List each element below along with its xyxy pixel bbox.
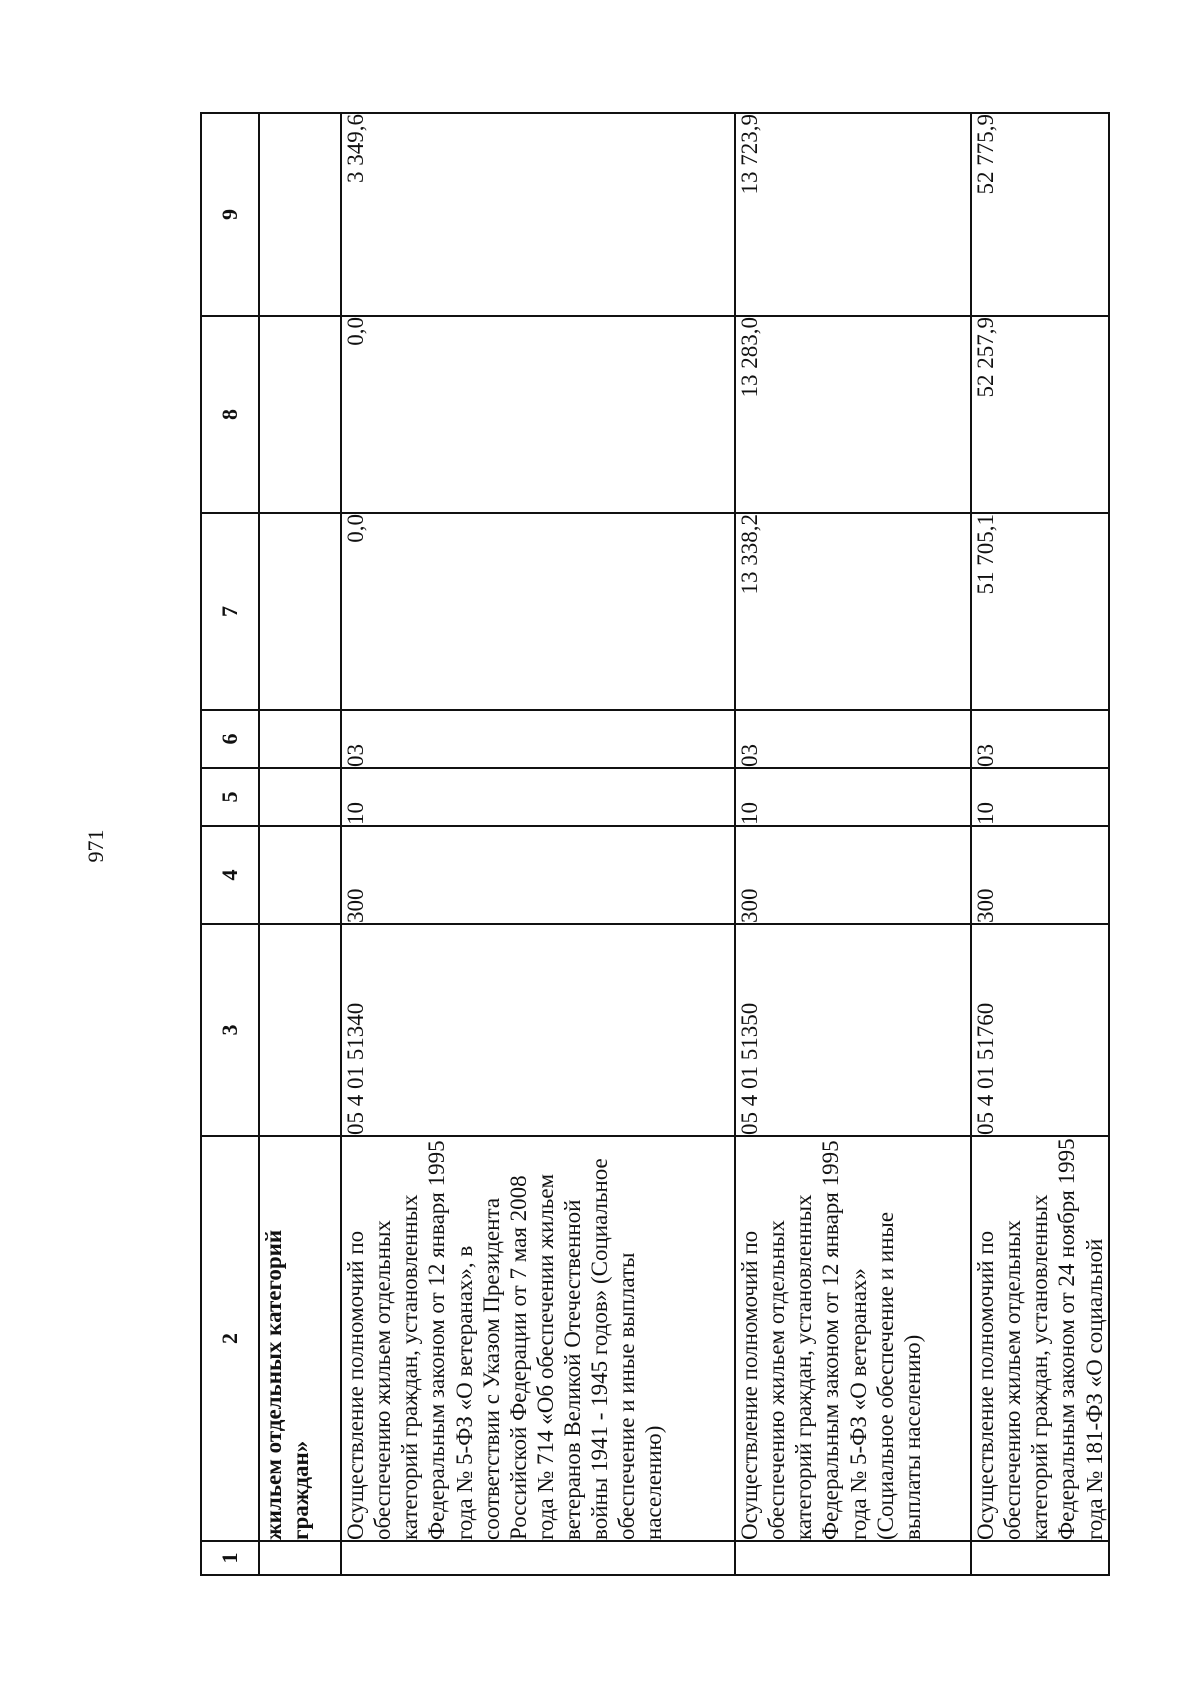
- column-header: 1: [201, 1541, 259, 1575]
- table-cell: 03: [341, 710, 735, 768]
- table-cell: [259, 826, 341, 924]
- table-row: [341, 113, 735, 1575]
- table-cell: 300: [735, 826, 971, 924]
- column-header: 5: [201, 768, 259, 826]
- budget-table: [200, 112, 1110, 1576]
- column-header: 7: [201, 513, 259, 710]
- table-row: [971, 113, 1109, 1575]
- table-row: [735, 113, 971, 1575]
- amount-cell: 13 338,2: [735, 513, 971, 710]
- amount-cell: 3 349,6: [341, 113, 735, 316]
- code-cell: 05 4 01 51350: [735, 924, 971, 1136]
- column-header: 4: [201, 826, 259, 924]
- table-cell: 10: [341, 768, 735, 826]
- table-cell: 03: [735, 710, 971, 768]
- amount-cell: 0,0: [341, 316, 735, 513]
- table-cell: [259, 710, 341, 768]
- column-header: 3: [201, 924, 259, 1136]
- table-cell: 10: [971, 768, 1109, 826]
- description-cell: Осуществление полномочий по обеспечению жильем отдельных категорий граждан, установленных Федеральным законом от 12 января 1995 года № 5-ФЗ «О ветеранах», в соответствии с Указом Президента Российской Федерации от 7 мая 2008 года № 714 «Об обеспечении жильем ветеранов Великой Отечественной войны 1941 - 1945 годов» (Социальное обеспечение и иные выплаты населению): [341, 1136, 735, 1541]
- amount-cell: 13 283,0: [735, 316, 971, 513]
- page-number: 971: [83, 829, 108, 863]
- column-header: 2: [201, 1136, 259, 1541]
- description-cell: Осуществление полномочий по обеспечению жильем отдельных категорий граждан, установленных Федеральным законом от 12 января 1995 года № 5-ФЗ «О ветеранах» (Социальное обеспечение и иные выплаты населению): [735, 1136, 971, 1541]
- amount-cell: 51 705,1: [971, 513, 1109, 710]
- table-cell: [259, 924, 341, 1136]
- code-cell: 05 4 01 51760: [971, 924, 1109, 1136]
- description-cell: жильем отдельных категорий граждан»: [259, 1136, 341, 1541]
- header-row: [201, 113, 259, 1575]
- table-cell: [259, 316, 341, 513]
- table-cell: 03: [971, 710, 1109, 768]
- table-cell: [259, 113, 341, 316]
- table-cell: 300: [971, 826, 1109, 924]
- table-cell: [259, 1541, 341, 1575]
- amount-cell: 52 775,9: [971, 113, 1109, 316]
- amount-cell: 13 723,9: [735, 113, 971, 316]
- column-header: 8: [201, 316, 259, 513]
- table-cell: [341, 1541, 735, 1575]
- column-header: 9: [201, 113, 259, 316]
- table-cell: [259, 768, 341, 826]
- amount-cell: 0,0: [341, 513, 735, 710]
- code-cell: 05 4 01 51340: [341, 924, 735, 1136]
- table-cell: [735, 1541, 971, 1575]
- column-header: 6: [201, 710, 259, 768]
- amount-cell: 52 257,9: [971, 316, 1109, 513]
- table-cell: [971, 1541, 1109, 1575]
- table-cell: [259, 513, 341, 710]
- continuation-row: [259, 113, 341, 1575]
- table-cell: 10: [735, 768, 971, 826]
- description-cell: Осуществление полномочий по обеспечению жильем отдельных категорий граждан, установленных Федеральным законом от 24 ноября 1995 года № 181-ФЗ «О социальной: [971, 1136, 1109, 1541]
- table-container: [200, 114, 1107, 1576]
- table-cell: 300: [341, 826, 735, 924]
